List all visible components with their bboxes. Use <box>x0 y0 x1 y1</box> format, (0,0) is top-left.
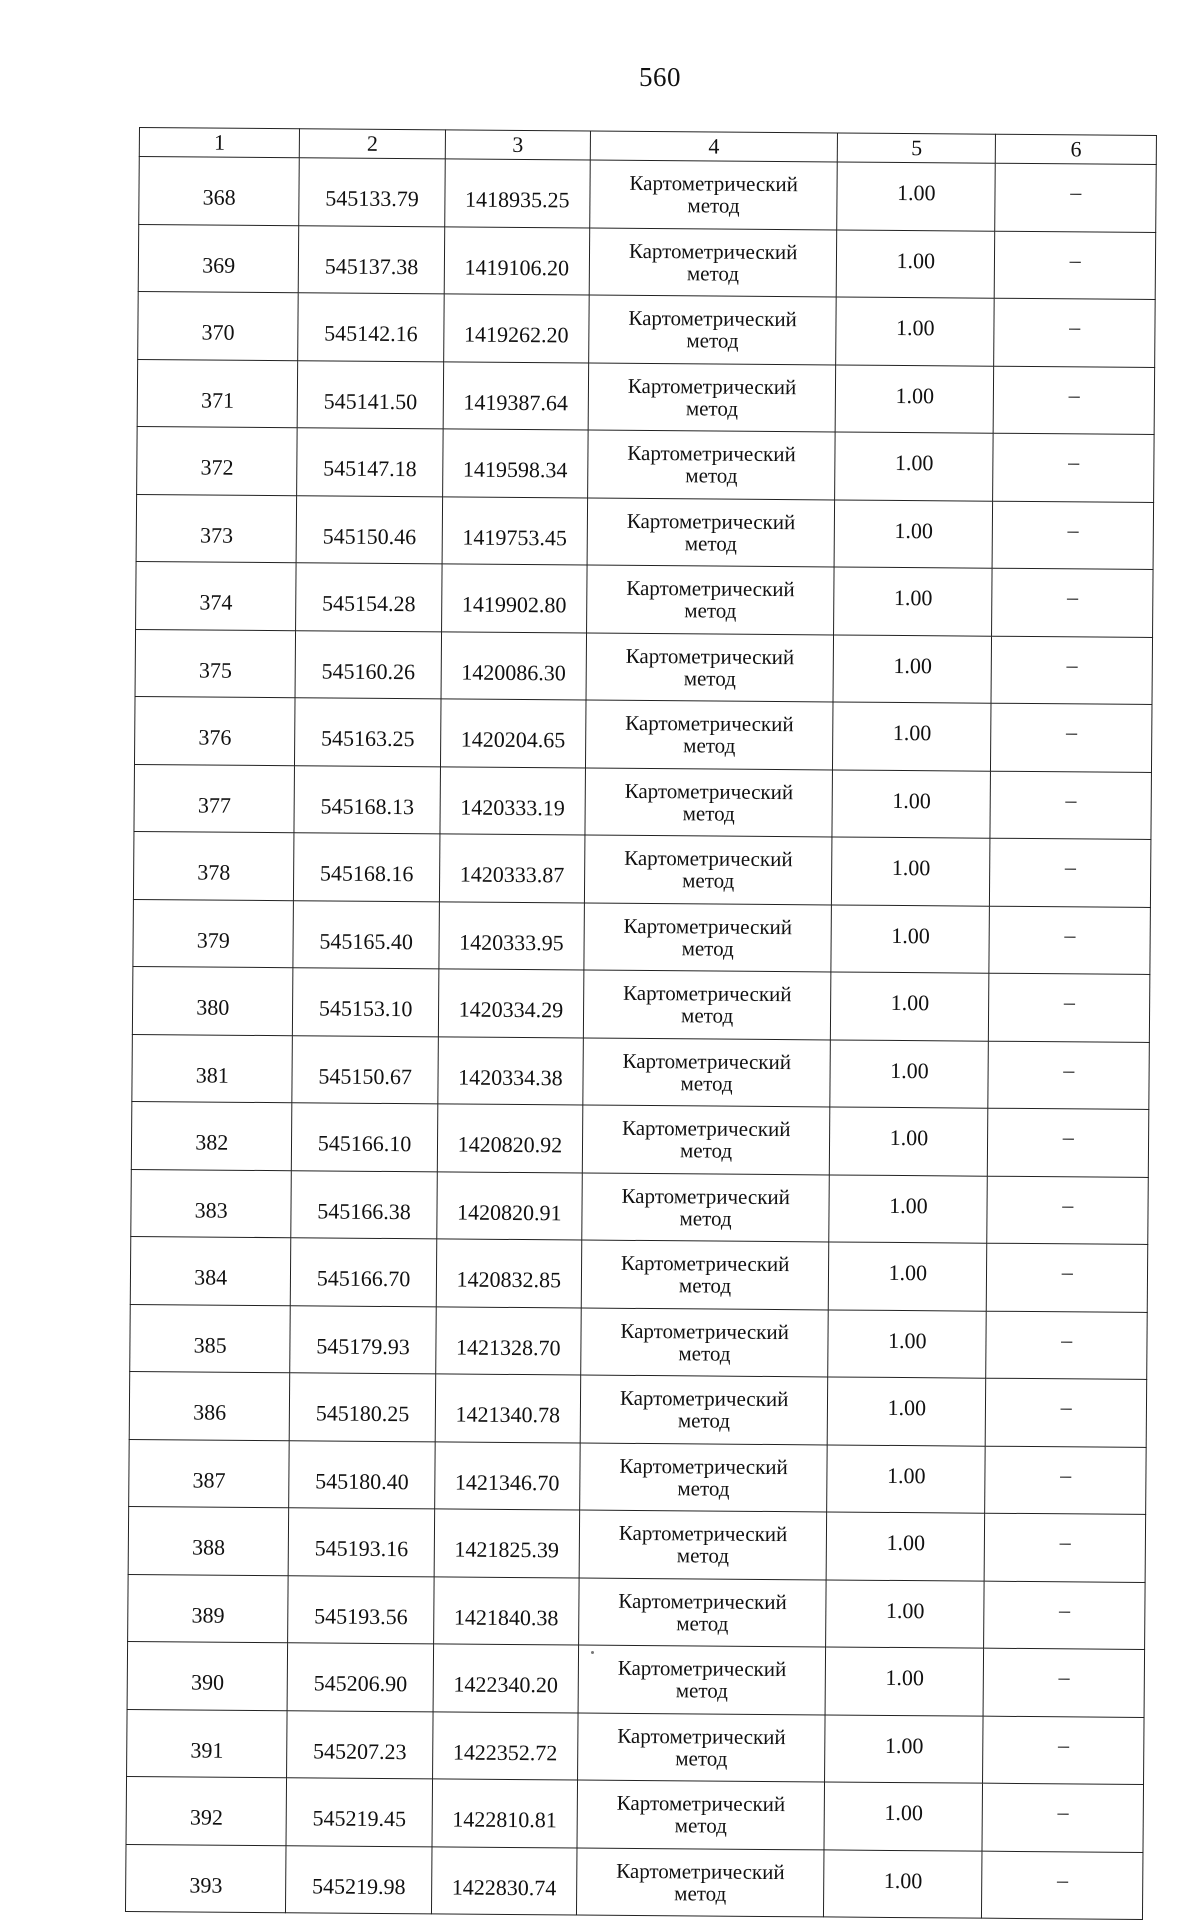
y-coordinate-cell: 1420204.65 <box>440 699 586 768</box>
method-cell <box>584 903 832 972</box>
table-row <box>134 696 1151 771</box>
y-coordinate-cell: 1422810.81 <box>432 1779 578 1848</box>
accuracy-cell: 1.00 <box>834 567 993 636</box>
method-line-2: метод <box>675 1746 728 1771</box>
point-number-cell: 384 <box>130 1236 291 1305</box>
coordinates-table-wrapper <box>125 127 1157 1920</box>
point-number-cell: 393 <box>125 1844 286 1913</box>
note-cell: – <box>986 1311 1147 1380</box>
method-line-2: метод <box>685 463 738 488</box>
method-line-2: метод <box>677 1408 731 1433</box>
accuracy-cell: 1.00 <box>833 634 992 703</box>
y-coordinate-cell: 1419598.34 <box>442 429 588 498</box>
method-cell <box>584 835 832 904</box>
note-cell: – <box>982 1783 1143 1852</box>
accuracy-cell: 1.00 <box>837 162 996 231</box>
y-coordinate-cell: 1421346.70 <box>434 1441 580 1510</box>
method-line-1: Картометрический <box>619 1453 788 1479</box>
method-line-1: Картометрический <box>616 1858 785 1884</box>
method-line-2: метод <box>686 261 740 286</box>
note-cell: – <box>994 366 1155 435</box>
method-line-1: Картометрический <box>623 913 793 939</box>
method-cell <box>580 1375 828 1444</box>
x-coordinate-cell: 545180.25 <box>290 1373 436 1442</box>
column-header-3: 3 <box>445 130 591 160</box>
x-coordinate-cell: 545168.16 <box>294 833 440 902</box>
y-coordinate-cell: 1420334.29 <box>438 969 584 1038</box>
table-row <box>137 359 1154 434</box>
accuracy-cell: 1.00 <box>832 769 991 838</box>
table-row <box>134 764 1151 839</box>
x-coordinate-cell: 545193.16 <box>289 1508 435 1577</box>
y-coordinate-cell: 1421328.70 <box>435 1306 581 1375</box>
column-header-2: 2 <box>300 129 446 159</box>
point-number-cell: 385 <box>130 1304 291 1373</box>
y-coordinate-cell: 1422352.72 <box>432 1711 578 1780</box>
y-coordinate-cell: 1421840.38 <box>433 1576 579 1645</box>
x-coordinate-cell: 545133.79 <box>299 158 445 227</box>
method-line-1: Картометрический <box>621 1116 791 1142</box>
point-number-cell: 368 <box>139 157 300 226</box>
column-header-5: 5 <box>837 133 996 163</box>
method-line-2: метод <box>682 868 735 893</box>
table-row <box>129 1439 1146 1514</box>
table-row <box>127 1641 1144 1716</box>
method-line-2: метод <box>678 1341 731 1366</box>
x-coordinate-cell: 545166.38 <box>291 1170 437 1239</box>
note-cell: – <box>990 838 1151 907</box>
accuracy-cell: 1.00 <box>826 1579 985 1648</box>
note-cell: – <box>995 231 1156 300</box>
accuracy-cell: 1.00 <box>836 229 995 298</box>
table-row <box>138 224 1155 299</box>
method-line-2: метод <box>674 1813 727 1838</box>
point-number-cell: 387 <box>129 1439 290 1508</box>
method-cell <box>588 363 836 432</box>
table-row <box>136 494 1153 569</box>
table-row <box>132 1034 1149 1109</box>
method-line-2: метод <box>686 328 739 353</box>
x-coordinate-cell: 545179.93 <box>290 1305 436 1374</box>
x-coordinate-cell: 545163.25 <box>295 698 441 767</box>
table-row <box>136 561 1153 636</box>
method-line-2: метод <box>684 531 737 556</box>
method-cell <box>578 1645 826 1714</box>
y-coordinate-cell: 1419262.20 <box>443 294 589 363</box>
x-coordinate-cell: 545168.13 <box>294 765 440 834</box>
note-cell: – <box>989 973 1150 1042</box>
x-coordinate-cell: 545160.26 <box>295 630 441 699</box>
method-line-1: Картометрический <box>628 238 798 264</box>
method-cell <box>580 1443 828 1512</box>
method-cell <box>578 1712 826 1781</box>
y-coordinate-cell: 1421340.78 <box>435 1374 581 1443</box>
method-line-1: Картометрический <box>620 1318 789 1344</box>
method-line-1: Картометрический <box>621 1183 791 1209</box>
y-coordinate-cell: 1419902.80 <box>441 564 587 633</box>
table-row <box>127 1709 1144 1784</box>
scan-speck <box>591 1651 594 1654</box>
y-coordinate-cell: 1420333.19 <box>440 766 586 835</box>
point-number-cell: 383 <box>131 1169 292 1238</box>
y-coordinate-cell: 1422340.20 <box>433 1644 579 1713</box>
x-coordinate-cell: 545180.40 <box>289 1440 435 1509</box>
x-coordinate-cell: 545142.16 <box>298 293 444 362</box>
accuracy-cell: 1.00 <box>825 1714 984 1783</box>
x-coordinate-cell: 545141.50 <box>298 360 444 429</box>
note-cell: – <box>988 1108 1149 1177</box>
note-cell: – <box>983 1716 1144 1785</box>
table-row <box>131 1169 1148 1244</box>
accuracy-cell: 1.00 <box>825 1647 984 1716</box>
table-row <box>130 1304 1147 1379</box>
method-cell <box>576 1847 824 1916</box>
coordinates-table <box>125 127 1157 1920</box>
accuracy-cell: 1.00 <box>824 1849 983 1918</box>
note-cell: – <box>987 1176 1148 1245</box>
y-coordinate-cell: 1420820.91 <box>437 1171 583 1240</box>
method-line-1: Картометрический <box>627 373 797 399</box>
y-coordinate-cell: 1420832.85 <box>436 1239 582 1308</box>
method-line-2: метод <box>678 1273 732 1298</box>
x-coordinate-cell: 545153.10 <box>293 968 439 1037</box>
accuracy-cell: 1.00 <box>835 364 994 433</box>
y-coordinate-cell: 1420820.92 <box>437 1104 583 1173</box>
note-cell: – <box>993 433 1154 502</box>
point-number-cell: 375 <box>135 629 296 698</box>
method-line-1: Картометрический <box>618 1521 788 1547</box>
point-number-cell: 388 <box>128 1506 289 1575</box>
method-cell <box>581 1240 829 1309</box>
method-cell <box>583 1038 831 1107</box>
note-cell: – <box>991 703 1152 772</box>
note-cell: – <box>993 501 1154 570</box>
method-line-1: Картометрический <box>618 1588 787 1614</box>
point-number-cell: 386 <box>129 1371 290 1440</box>
table-row <box>135 629 1152 704</box>
method-line-2: метод <box>674 1881 727 1906</box>
method-line-1: Картометрический <box>617 1723 786 1749</box>
table-body <box>125 157 1156 1920</box>
note-cell: – <box>984 1648 1145 1717</box>
page-number: 560 <box>639 62 681 92</box>
table-row <box>137 426 1154 501</box>
method-line-2: метод <box>681 936 734 961</box>
note-cell: – <box>986 1378 1147 1447</box>
method-line-1: Картометрический <box>628 306 797 332</box>
point-number-cell: 369 <box>138 224 299 293</box>
point-number-cell: 380 <box>132 966 293 1035</box>
column-header-4: 4 <box>590 131 837 162</box>
method-line-2: метод <box>680 1071 733 1096</box>
method-cell <box>583 970 831 1039</box>
point-number-cell: 391 <box>127 1709 288 1778</box>
table-row <box>128 1574 1145 1649</box>
method-cell <box>589 295 837 364</box>
y-coordinate-cell: 1422830.74 <box>431 1846 577 1915</box>
accuracy-cell: 1.00 <box>833 702 992 771</box>
accuracy-cell: 1.00 <box>832 837 991 906</box>
y-coordinate-cell: 1419753.45 <box>442 496 588 565</box>
column-header-1: 1 <box>139 128 300 158</box>
method-line-1: Картометрический <box>620 1251 790 1277</box>
point-number-cell: 392 <box>126 1776 287 1845</box>
point-number-cell: 379 <box>133 899 294 968</box>
method-cell <box>579 1510 827 1579</box>
method-line-2: метод <box>676 1543 730 1568</box>
accuracy-cell: 1.00 <box>829 1107 988 1176</box>
accuracy-cell: 1.00 <box>827 1444 986 1513</box>
note-cell: – <box>982 1851 1143 1920</box>
note-cell: – <box>989 906 1150 975</box>
x-coordinate-cell: 545219.45 <box>286 1778 432 1847</box>
method-line-1: Картометрический <box>617 1656 787 1682</box>
method-cell <box>590 160 838 229</box>
method-line-2: метод <box>685 396 739 421</box>
note-cell: – <box>991 636 1152 705</box>
method-line-1: Картометрический <box>624 778 794 804</box>
method-line-2: метод <box>679 1138 733 1163</box>
accuracy-cell: 1.00 <box>831 972 990 1041</box>
point-number-cell: 373 <box>136 494 297 563</box>
point-number-cell: 390 <box>127 1641 288 1710</box>
y-coordinate-cell: 1419387.64 <box>443 361 589 430</box>
x-coordinate-cell: 545207.23 <box>287 1710 433 1779</box>
point-number-cell: 377 <box>134 764 295 833</box>
accuracy-cell: 1.00 <box>835 432 994 501</box>
method-line-1: Картометрический <box>616 1791 786 1817</box>
accuracy-cell: 1.00 <box>836 297 995 366</box>
accuracy-cell: 1.00 <box>824 1782 983 1851</box>
method-line-1: Картометрический <box>627 441 796 467</box>
table-row <box>125 1844 1142 1919</box>
x-coordinate-cell: 545137.38 <box>299 225 445 294</box>
table-row <box>131 1101 1148 1176</box>
method-line-2: метод <box>677 1476 730 1501</box>
point-number-cell: 371 <box>137 359 298 428</box>
x-coordinate-cell: 545154.28 <box>296 563 442 632</box>
y-coordinate-cell: 1420334.38 <box>438 1036 584 1105</box>
table-row <box>133 899 1150 974</box>
point-number-cell: 374 <box>136 561 297 630</box>
accuracy-cell: 1.00 <box>834 499 993 568</box>
note-cell: – <box>994 298 1155 367</box>
point-number-cell: 389 <box>128 1574 289 1643</box>
note-cell: – <box>985 1513 1146 1582</box>
column-header-6: 6 <box>996 134 1157 164</box>
note-cell: – <box>992 568 1153 637</box>
table-row <box>129 1371 1146 1446</box>
accuracy-cell: 1.00 <box>829 1174 988 1243</box>
method-line-1: Картометрический <box>629 171 799 197</box>
accuracy-cell: 1.00 <box>830 1039 989 1108</box>
method-line-1: Картометрический <box>625 643 795 669</box>
table-row <box>138 291 1155 366</box>
method-cell <box>582 1173 830 1242</box>
note-cell: – <box>984 1581 1145 1650</box>
table-row <box>130 1236 1147 1311</box>
accuracy-cell: 1.00 <box>831 904 990 973</box>
x-coordinate-cell: 545166.10 <box>292 1103 438 1172</box>
point-number-cell: 378 <box>133 831 294 900</box>
y-coordinate-cell: 1418935.25 <box>444 159 590 228</box>
note-cell: – <box>985 1446 1146 1515</box>
y-coordinate-cell: 1420333.87 <box>439 834 585 903</box>
x-coordinate-cell: 545166.70 <box>291 1238 437 1307</box>
method-cell <box>579 1578 827 1647</box>
method-line-2: метод <box>683 666 736 691</box>
accuracy-cell: 1.00 <box>828 1242 987 1311</box>
method-line-1: Картометрический <box>625 711 794 737</box>
point-number-cell: 382 <box>131 1101 292 1170</box>
accuracy-cell: 1.00 <box>826 1512 985 1581</box>
method-cell <box>589 228 837 297</box>
note-cell: – <box>995 163 1156 232</box>
point-number-cell: 376 <box>134 696 295 765</box>
point-number-cell: 370 <box>138 291 299 360</box>
table-row <box>139 157 1156 232</box>
method-line-1: Картометрический <box>622 1048 792 1074</box>
y-coordinate-cell: 1421825.39 <box>434 1509 580 1578</box>
x-coordinate-cell: 545193.56 <box>288 1575 434 1644</box>
method-cell <box>585 768 833 837</box>
method-line-2: метод <box>684 598 737 623</box>
point-number-cell: 381 <box>132 1034 293 1103</box>
method-cell <box>577 1780 825 1849</box>
method-line-1: Картометрический <box>619 1386 789 1412</box>
method-line-1: Картометрический <box>622 981 792 1007</box>
x-coordinate-cell: 545206.90 <box>288 1643 434 1712</box>
method-line-2: метод <box>676 1611 729 1636</box>
method-cell <box>587 498 835 567</box>
method-line-2: метод <box>675 1678 728 1703</box>
table-row <box>132 966 1149 1041</box>
accuracy-cell: 1.00 <box>828 1309 987 1378</box>
x-coordinate-cell: 545165.40 <box>293 900 439 969</box>
note-cell: – <box>988 1041 1149 1110</box>
method-cell <box>581 1308 829 1377</box>
table-row <box>128 1506 1145 1581</box>
method-line-1: Картометрический <box>626 508 796 534</box>
method-line-2: метод <box>683 733 736 758</box>
table-row <box>126 1776 1143 1851</box>
method-line-1: Картометрический <box>624 846 793 872</box>
y-coordinate-cell: 1420086.30 <box>441 631 587 700</box>
x-coordinate-cell: 545147.18 <box>297 428 443 497</box>
point-number-cell: 372 <box>137 426 298 495</box>
x-coordinate-cell: 545219.98 <box>286 1845 432 1914</box>
method-line-1: Картометрический <box>626 576 795 602</box>
method-cell <box>586 633 834 702</box>
note-cell: – <box>990 771 1151 840</box>
method-line-2: метод <box>679 1206 732 1231</box>
table-row <box>133 831 1150 906</box>
note-cell: – <box>987 1243 1148 1312</box>
accuracy-cell: 1.00 <box>827 1377 986 1446</box>
method-cell <box>587 565 835 634</box>
method-line-2: метод <box>687 193 740 218</box>
method-line-2: метод <box>681 1003 734 1028</box>
x-coordinate-cell: 545150.67 <box>292 1035 438 1104</box>
method-cell <box>585 700 833 769</box>
method-cell <box>582 1105 830 1174</box>
y-coordinate-cell: 1419106.20 <box>444 226 590 295</box>
method-cell <box>588 430 836 499</box>
y-coordinate-cell: 1420333.95 <box>439 901 585 970</box>
method-line-2: метод <box>682 801 735 826</box>
x-coordinate-cell: 545150.46 <box>297 495 443 564</box>
